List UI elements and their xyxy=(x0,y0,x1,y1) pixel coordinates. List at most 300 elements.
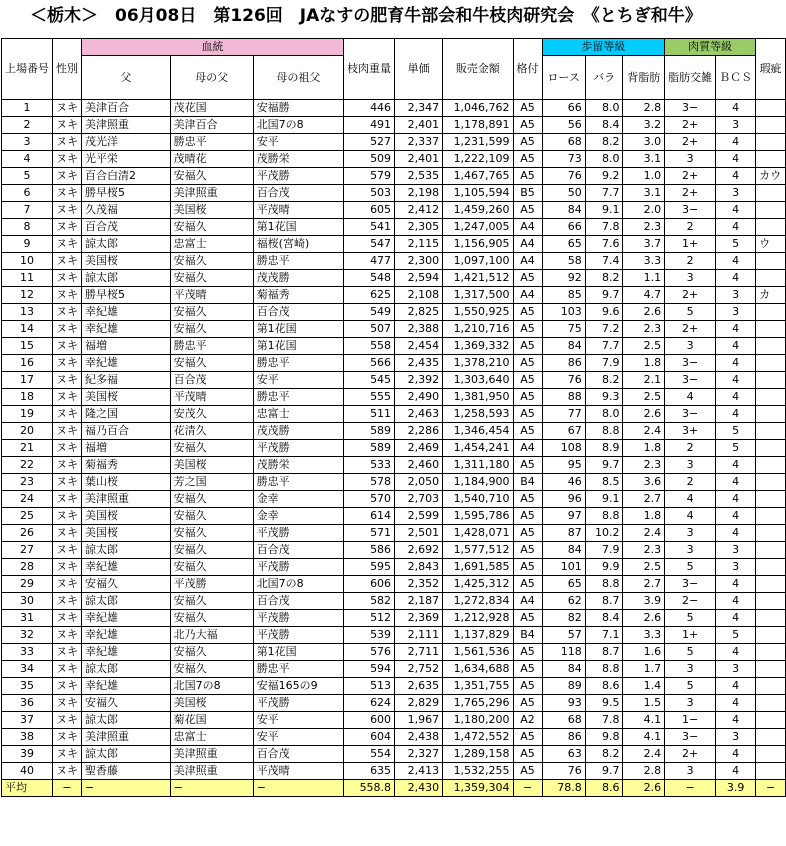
header-sex: 性別 xyxy=(53,39,82,100)
cell-dam-grandsire: 第1花国 xyxy=(253,338,343,355)
cell-rib: 9.7 xyxy=(585,457,623,474)
table-row xyxy=(2,134,786,151)
cell-sales: 1,454,241 xyxy=(443,440,513,457)
cell-weight: 571 xyxy=(344,525,395,542)
cell-marbling: 3− xyxy=(665,576,716,593)
cell-sire: 安福久 xyxy=(82,576,171,593)
cell-dam-grandsire: 菊福秀 xyxy=(253,287,343,304)
cell-dam-sire: 安福久 xyxy=(170,168,253,185)
cell-grade: A5 xyxy=(513,763,542,780)
cell-dam-sire: 安福久 xyxy=(170,559,253,576)
cell-weight: 509 xyxy=(344,151,395,168)
cell-rib: 8.8 xyxy=(585,508,623,525)
header-quality-grade: 肉質等級 xyxy=(665,39,756,56)
cell-rib: 7.9 xyxy=(585,355,623,372)
average-bcs: 3.9 xyxy=(716,780,756,797)
cell-grade: A5 xyxy=(513,134,542,151)
table-row xyxy=(2,491,786,508)
table-row xyxy=(2,695,786,712)
average-fat: 2.6 xyxy=(623,780,665,797)
cell-price: 2,347 xyxy=(395,100,443,117)
cell-price: 2,463 xyxy=(395,406,443,423)
cell-fat: 1.0 xyxy=(623,168,665,185)
table-row xyxy=(2,746,786,763)
cell-sales: 1,351,755 xyxy=(443,678,513,695)
cell-marbling: 4 xyxy=(665,389,716,406)
cell-dam-sire: 平茂勝 xyxy=(170,576,253,593)
cell-bcs: 4 xyxy=(716,525,756,542)
average-dam-sire: − xyxy=(170,780,253,797)
cell-price: 2,460 xyxy=(395,457,443,474)
cell-weight: 539 xyxy=(344,627,395,644)
cell-sire: 福増 xyxy=(82,338,171,355)
cell-bcs: 4 xyxy=(716,406,756,423)
cell-sales: 1,425,312 xyxy=(443,576,513,593)
cell-marbling: 3 xyxy=(665,661,716,678)
cell-marbling: 3− xyxy=(665,372,716,389)
cell-no: 13 xyxy=(2,304,53,321)
cell-dam-grandsire: 北国7の8 xyxy=(253,117,343,134)
cell-sex: ヌキ xyxy=(53,576,82,593)
cell-sales: 1,272,834 xyxy=(443,593,513,610)
cell-grade: A2 xyxy=(513,712,542,729)
cell-fat: 2.6 xyxy=(623,406,665,423)
cell-weight: 547 xyxy=(344,236,395,253)
cell-sex: ヌキ xyxy=(53,474,82,491)
cell-defect xyxy=(756,440,786,457)
cell-sex: ヌキ xyxy=(53,151,82,168)
cell-grade: A5 xyxy=(513,270,542,287)
cell-grade: A5 xyxy=(513,202,542,219)
cell-weight: 477 xyxy=(344,253,395,270)
cell-sire: 菊福秀 xyxy=(82,457,171,474)
cell-sales: 1,222,109 xyxy=(443,151,513,168)
cell-no: 6 xyxy=(2,185,53,202)
cell-fat: 2.3 xyxy=(623,542,665,559)
cell-grade: A5 xyxy=(513,389,542,406)
cell-marbling: 2 xyxy=(665,474,716,491)
cell-dam-grandsire: 第1花国 xyxy=(253,644,343,661)
cell-weight: 576 xyxy=(344,644,395,661)
cell-sire: 諒太郎 xyxy=(82,542,171,559)
cell-sales: 1,595,786 xyxy=(443,508,513,525)
cell-weight: 507 xyxy=(344,321,395,338)
cell-no: 8 xyxy=(2,219,53,236)
cell-no: 28 xyxy=(2,559,53,576)
cell-loin: 68 xyxy=(542,712,585,729)
cell-grade: A5 xyxy=(513,559,542,576)
cell-bcs: 4 xyxy=(716,134,756,151)
cell-defect xyxy=(756,457,786,474)
cell-dam-sire: 美津照重 xyxy=(170,746,253,763)
cell-no: 1 xyxy=(2,100,53,117)
cell-marbling: 3 xyxy=(665,763,716,780)
cell-fat: 2.3 xyxy=(623,321,665,338)
table-row xyxy=(2,151,786,168)
cell-dam-sire: 美津照重 xyxy=(170,763,253,780)
cell-sex: ヌキ xyxy=(53,253,82,270)
table-row xyxy=(2,321,786,338)
cell-no: 32 xyxy=(2,627,53,644)
table-row xyxy=(2,168,786,185)
cell-fat: 3.0 xyxy=(623,134,665,151)
table-row xyxy=(2,219,786,236)
cell-dam-grandsire: 百合茂 xyxy=(253,304,343,321)
cell-sales: 1,184,900 xyxy=(443,474,513,491)
cell-dam-grandsire: 福桜(宮崎) xyxy=(253,236,343,253)
cell-no: 40 xyxy=(2,763,53,780)
cell-weight: 446 xyxy=(344,100,395,117)
cell-sex: ヌキ xyxy=(53,270,82,287)
cell-sex: ヌキ xyxy=(53,695,82,712)
cell-marbling: 3 xyxy=(665,695,716,712)
cell-rib: 9.3 xyxy=(585,389,623,406)
cell-fat: 2.7 xyxy=(623,576,665,593)
cell-loin: 118 xyxy=(542,644,585,661)
cell-dam-grandsire: 平茂晴 xyxy=(253,763,343,780)
cell-loin: 76 xyxy=(542,168,585,185)
cell-grade: A5 xyxy=(513,491,542,508)
cell-rib: 8.7 xyxy=(585,593,623,610)
cell-sex: ヌキ xyxy=(53,712,82,729)
table-row xyxy=(2,474,786,491)
cell-weight: 513 xyxy=(344,678,395,695)
cell-sex: ヌキ xyxy=(53,763,82,780)
cell-defect xyxy=(756,661,786,678)
cell-sire: 百合茂 xyxy=(82,219,171,236)
cell-marbling: 3− xyxy=(665,202,716,219)
cell-loin: 67 xyxy=(542,423,585,440)
cell-no: 34 xyxy=(2,661,53,678)
cell-loin: 85 xyxy=(542,287,585,304)
cell-grade: A4 xyxy=(513,219,542,236)
cell-dam-sire: 安福久 xyxy=(170,253,253,270)
cell-weight: 578 xyxy=(344,474,395,491)
cell-weight: 549 xyxy=(344,304,395,321)
table-row xyxy=(2,661,786,678)
cell-rib: 8.5 xyxy=(585,474,623,491)
cell-dam-sire: 安茂久 xyxy=(170,406,253,423)
average-rib: 8.6 xyxy=(585,780,623,797)
cell-loin: 76 xyxy=(542,372,585,389)
cell-loin: 84 xyxy=(542,202,585,219)
average-defect: − xyxy=(756,780,786,797)
cell-sire: 幸紀雄 xyxy=(82,678,171,695)
cell-sex: ヌキ xyxy=(53,457,82,474)
cell-marbling: 2+ xyxy=(665,321,716,338)
cell-dam-sire: 安福久 xyxy=(170,355,253,372)
cell-no: 11 xyxy=(2,270,53,287)
cell-bcs: 5 xyxy=(716,236,756,253)
cell-fat: 4.1 xyxy=(623,712,665,729)
cell-sales: 1,097,100 xyxy=(443,253,513,270)
cell-sex: ヌキ xyxy=(53,491,82,508)
cell-fat: 2.5 xyxy=(623,559,665,576)
cell-loin: 66 xyxy=(542,219,585,236)
cell-defect xyxy=(756,712,786,729)
cell-no: 20 xyxy=(2,423,53,440)
cell-sire: 安福久 xyxy=(82,695,171,712)
cell-price: 2,435 xyxy=(395,355,443,372)
cell-defect xyxy=(756,372,786,389)
header-fat: 背脂肪 xyxy=(623,56,665,100)
cell-loin: 89 xyxy=(542,678,585,695)
cell-sex: ヌキ xyxy=(53,406,82,423)
header-defect: 瑕疵 xyxy=(756,39,786,100)
cell-no: 31 xyxy=(2,610,53,627)
cell-grade: A4 xyxy=(513,236,542,253)
cell-sire: 幸紀雄 xyxy=(82,627,171,644)
cell-no: 35 xyxy=(2,678,53,695)
cell-marbling: 3− xyxy=(665,100,716,117)
header-weight: 枝肉重量 xyxy=(344,39,395,100)
cell-fat: 4.7 xyxy=(623,287,665,304)
cell-sire: 幸紀雄 xyxy=(82,355,171,372)
cell-defect xyxy=(756,525,786,542)
cell-rib: 8.8 xyxy=(585,661,623,678)
cell-weight: 605 xyxy=(344,202,395,219)
cell-marbling: 2+ xyxy=(665,746,716,763)
cell-rib: 8.0 xyxy=(585,406,623,423)
cell-price: 2,401 xyxy=(395,151,443,168)
cell-bcs: 3 xyxy=(716,304,756,321)
cell-sales: 1,369,332 xyxy=(443,338,513,355)
cell-sales: 1,381,950 xyxy=(443,389,513,406)
cell-dam-grandsire: 勝忠平 xyxy=(253,355,343,372)
cell-rib: 8.8 xyxy=(585,576,623,593)
cell-sex: ヌキ xyxy=(53,202,82,219)
cell-grade: B4 xyxy=(513,474,542,491)
cell-loin: 77 xyxy=(542,406,585,423)
cell-price: 2,490 xyxy=(395,389,443,406)
cell-defect xyxy=(756,593,786,610)
cell-rib: 8.0 xyxy=(585,151,623,168)
cell-sex: ヌキ xyxy=(53,525,82,542)
cell-bcs: 4 xyxy=(716,644,756,661)
cell-dam-sire: 安福久 xyxy=(170,644,253,661)
cell-fat: 2.5 xyxy=(623,338,665,355)
cell-dam-grandsire: 平茂勝 xyxy=(253,525,343,542)
cell-no: 7 xyxy=(2,202,53,219)
cell-bcs: 4 xyxy=(716,678,756,695)
cell-price: 2,438 xyxy=(395,729,443,746)
cell-bcs: 5 xyxy=(716,423,756,440)
cell-dam-sire: 安福久 xyxy=(170,661,253,678)
cell-weight: 595 xyxy=(344,559,395,576)
cell-fat: 3.2 xyxy=(623,117,665,134)
cell-marbling: 3 xyxy=(665,270,716,287)
cell-grade: A5 xyxy=(513,338,542,355)
cell-weight: 533 xyxy=(344,457,395,474)
cell-sire: 諒太郎 xyxy=(82,270,171,287)
cell-bcs: 4 xyxy=(716,763,756,780)
cell-rib: 7.8 xyxy=(585,219,623,236)
cell-loin: 66 xyxy=(542,100,585,117)
cell-defect: カ xyxy=(756,287,786,304)
cell-sire: 茂光洋 xyxy=(82,134,171,151)
cell-no: 25 xyxy=(2,508,53,525)
cell-dam-grandsire: 茂茂勝 xyxy=(253,270,343,287)
cell-loin: 93 xyxy=(542,695,585,712)
cell-weight: 503 xyxy=(344,185,395,202)
cell-rib: 7.7 xyxy=(585,185,623,202)
cell-bcs: 4 xyxy=(716,338,756,355)
cell-rib: 8.4 xyxy=(585,117,623,134)
cell-defect xyxy=(756,729,786,746)
cell-sire: 諒太郎 xyxy=(82,661,171,678)
cell-price: 2,111 xyxy=(395,627,443,644)
cell-defect xyxy=(756,644,786,661)
cell-bcs: 4 xyxy=(716,695,756,712)
cell-sire: 幸紀雄 xyxy=(82,304,171,321)
cell-defect xyxy=(756,678,786,695)
cell-dam-sire: 安福久 xyxy=(170,304,253,321)
cell-defect xyxy=(756,508,786,525)
cell-fat: 1.8 xyxy=(623,508,665,525)
cell-dam-sire: 平茂晴 xyxy=(170,287,253,304)
cell-defect xyxy=(756,338,786,355)
cell-price: 2,843 xyxy=(395,559,443,576)
cell-sire: 幸紀雄 xyxy=(82,559,171,576)
cell-sales: 1,378,210 xyxy=(443,355,513,372)
cell-grade: A5 xyxy=(513,406,542,423)
cell-loin: 76 xyxy=(542,763,585,780)
cell-rib: 7.4 xyxy=(585,253,623,270)
cell-no: 33 xyxy=(2,644,53,661)
cell-sire: 諒太郎 xyxy=(82,746,171,763)
cell-bcs: 3 xyxy=(716,661,756,678)
cell-no: 22 xyxy=(2,457,53,474)
cell-sire: 葉山桜 xyxy=(82,474,171,491)
cell-fat: 1.1 xyxy=(623,270,665,287)
cell-dam-sire: 忠富士 xyxy=(170,236,253,253)
cell-rib: 9.2 xyxy=(585,168,623,185)
cell-dam-sire: 安福久 xyxy=(170,491,253,508)
cell-sire: 勝早桜5 xyxy=(82,287,171,304)
cell-grade: A5 xyxy=(513,100,542,117)
cell-grade: A5 xyxy=(513,542,542,559)
cell-sales: 1,472,552 xyxy=(443,729,513,746)
cell-defect xyxy=(756,695,786,712)
cell-loin: 84 xyxy=(542,661,585,678)
cell-loin: 62 xyxy=(542,593,585,610)
cell-sales: 1,577,512 xyxy=(443,542,513,559)
cell-bcs: 4 xyxy=(716,389,756,406)
cell-sex: ヌキ xyxy=(53,321,82,338)
cell-marbling: 3 xyxy=(665,338,716,355)
cell-marbling: 2 xyxy=(665,219,716,236)
cell-rib: 9.5 xyxy=(585,695,623,712)
cell-dam-sire: 芳之国 xyxy=(170,474,253,491)
cell-dam-grandsire: 安福勝 xyxy=(253,100,343,117)
cell-sales: 1,421,512 xyxy=(443,270,513,287)
cell-weight: 600 xyxy=(344,712,395,729)
cell-no: 16 xyxy=(2,355,53,372)
cell-sex: ヌキ xyxy=(53,287,82,304)
cell-bcs: 4 xyxy=(716,474,756,491)
cell-defect xyxy=(756,253,786,270)
cell-sales: 1,289,158 xyxy=(443,746,513,763)
cell-defect xyxy=(756,304,786,321)
table-row xyxy=(2,423,786,440)
cell-dam-sire: 菊花国 xyxy=(170,712,253,729)
cell-rib: 8.7 xyxy=(585,644,623,661)
cell-sales: 1,231,599 xyxy=(443,134,513,151)
cell-loin: 73 xyxy=(542,151,585,168)
cell-rib: 7.9 xyxy=(585,542,623,559)
cell-bcs: 3 xyxy=(716,729,756,746)
cell-defect xyxy=(756,406,786,423)
cell-weight: 512 xyxy=(344,610,395,627)
cell-no: 39 xyxy=(2,746,53,763)
cell-sire: 美津百合 xyxy=(82,100,171,117)
cell-dam-sire: 茂花国 xyxy=(170,100,253,117)
cell-loin: 88 xyxy=(542,389,585,406)
cell-bcs: 4 xyxy=(716,746,756,763)
cell-sex: ヌキ xyxy=(53,134,82,151)
cell-dam-grandsire: 百合茂 xyxy=(253,746,343,763)
cell-dam-sire: 百合茂 xyxy=(170,372,253,389)
cell-fat: 1.7 xyxy=(623,661,665,678)
cell-loin: 65 xyxy=(542,236,585,253)
table-row xyxy=(2,457,786,474)
cell-bcs: 5 xyxy=(716,440,756,457)
cell-rib: 9.1 xyxy=(585,202,623,219)
cell-sales: 1,459,260 xyxy=(443,202,513,219)
cell-marbling: 4 xyxy=(665,508,716,525)
table-row xyxy=(2,627,786,644)
average-loin: 78.8 xyxy=(542,780,585,797)
cell-dam-sire: 安福久 xyxy=(170,321,253,338)
cell-loin: 46 xyxy=(542,474,585,491)
cell-sales: 1,137,829 xyxy=(443,627,513,644)
cell-rib: 8.4 xyxy=(585,610,623,627)
cell-price: 2,752 xyxy=(395,661,443,678)
cell-sales: 1,212,928 xyxy=(443,610,513,627)
cell-weight: 511 xyxy=(344,406,395,423)
cell-defect: ウ xyxy=(756,236,786,253)
cell-bcs: 3 xyxy=(716,185,756,202)
cell-sex: ヌキ xyxy=(53,389,82,406)
table-row xyxy=(2,117,786,134)
cell-defect xyxy=(756,219,786,236)
carcass-results-table xyxy=(1,38,786,797)
cell-sex: ヌキ xyxy=(53,678,82,695)
cell-grade: B4 xyxy=(513,627,542,644)
cell-marbling: 2+ xyxy=(665,287,716,304)
table-body xyxy=(2,100,786,780)
cell-price: 2,392 xyxy=(395,372,443,389)
cell-defect xyxy=(756,559,786,576)
average-price: 2,430 xyxy=(395,780,443,797)
cell-no: 18 xyxy=(2,389,53,406)
cell-no: 19 xyxy=(2,406,53,423)
cell-dam-sire: 茂晴花 xyxy=(170,151,253,168)
cell-loin: 97 xyxy=(542,508,585,525)
cell-sire: 美国桜 xyxy=(82,508,171,525)
cell-fat: 2.6 xyxy=(623,610,665,627)
cell-fat: 2.7 xyxy=(623,491,665,508)
cell-sire: 光平栄 xyxy=(82,151,171,168)
cell-defect xyxy=(756,746,786,763)
cell-fat: 3.9 xyxy=(623,593,665,610)
cell-dam-grandsire: 平茂勝 xyxy=(253,695,343,712)
cell-sire: 福増 xyxy=(82,440,171,457)
cell-dam-grandsire: 茂勝栄 xyxy=(253,457,343,474)
table-row xyxy=(2,525,786,542)
header-rib: バラ xyxy=(585,56,623,100)
cell-no: 3 xyxy=(2,134,53,151)
